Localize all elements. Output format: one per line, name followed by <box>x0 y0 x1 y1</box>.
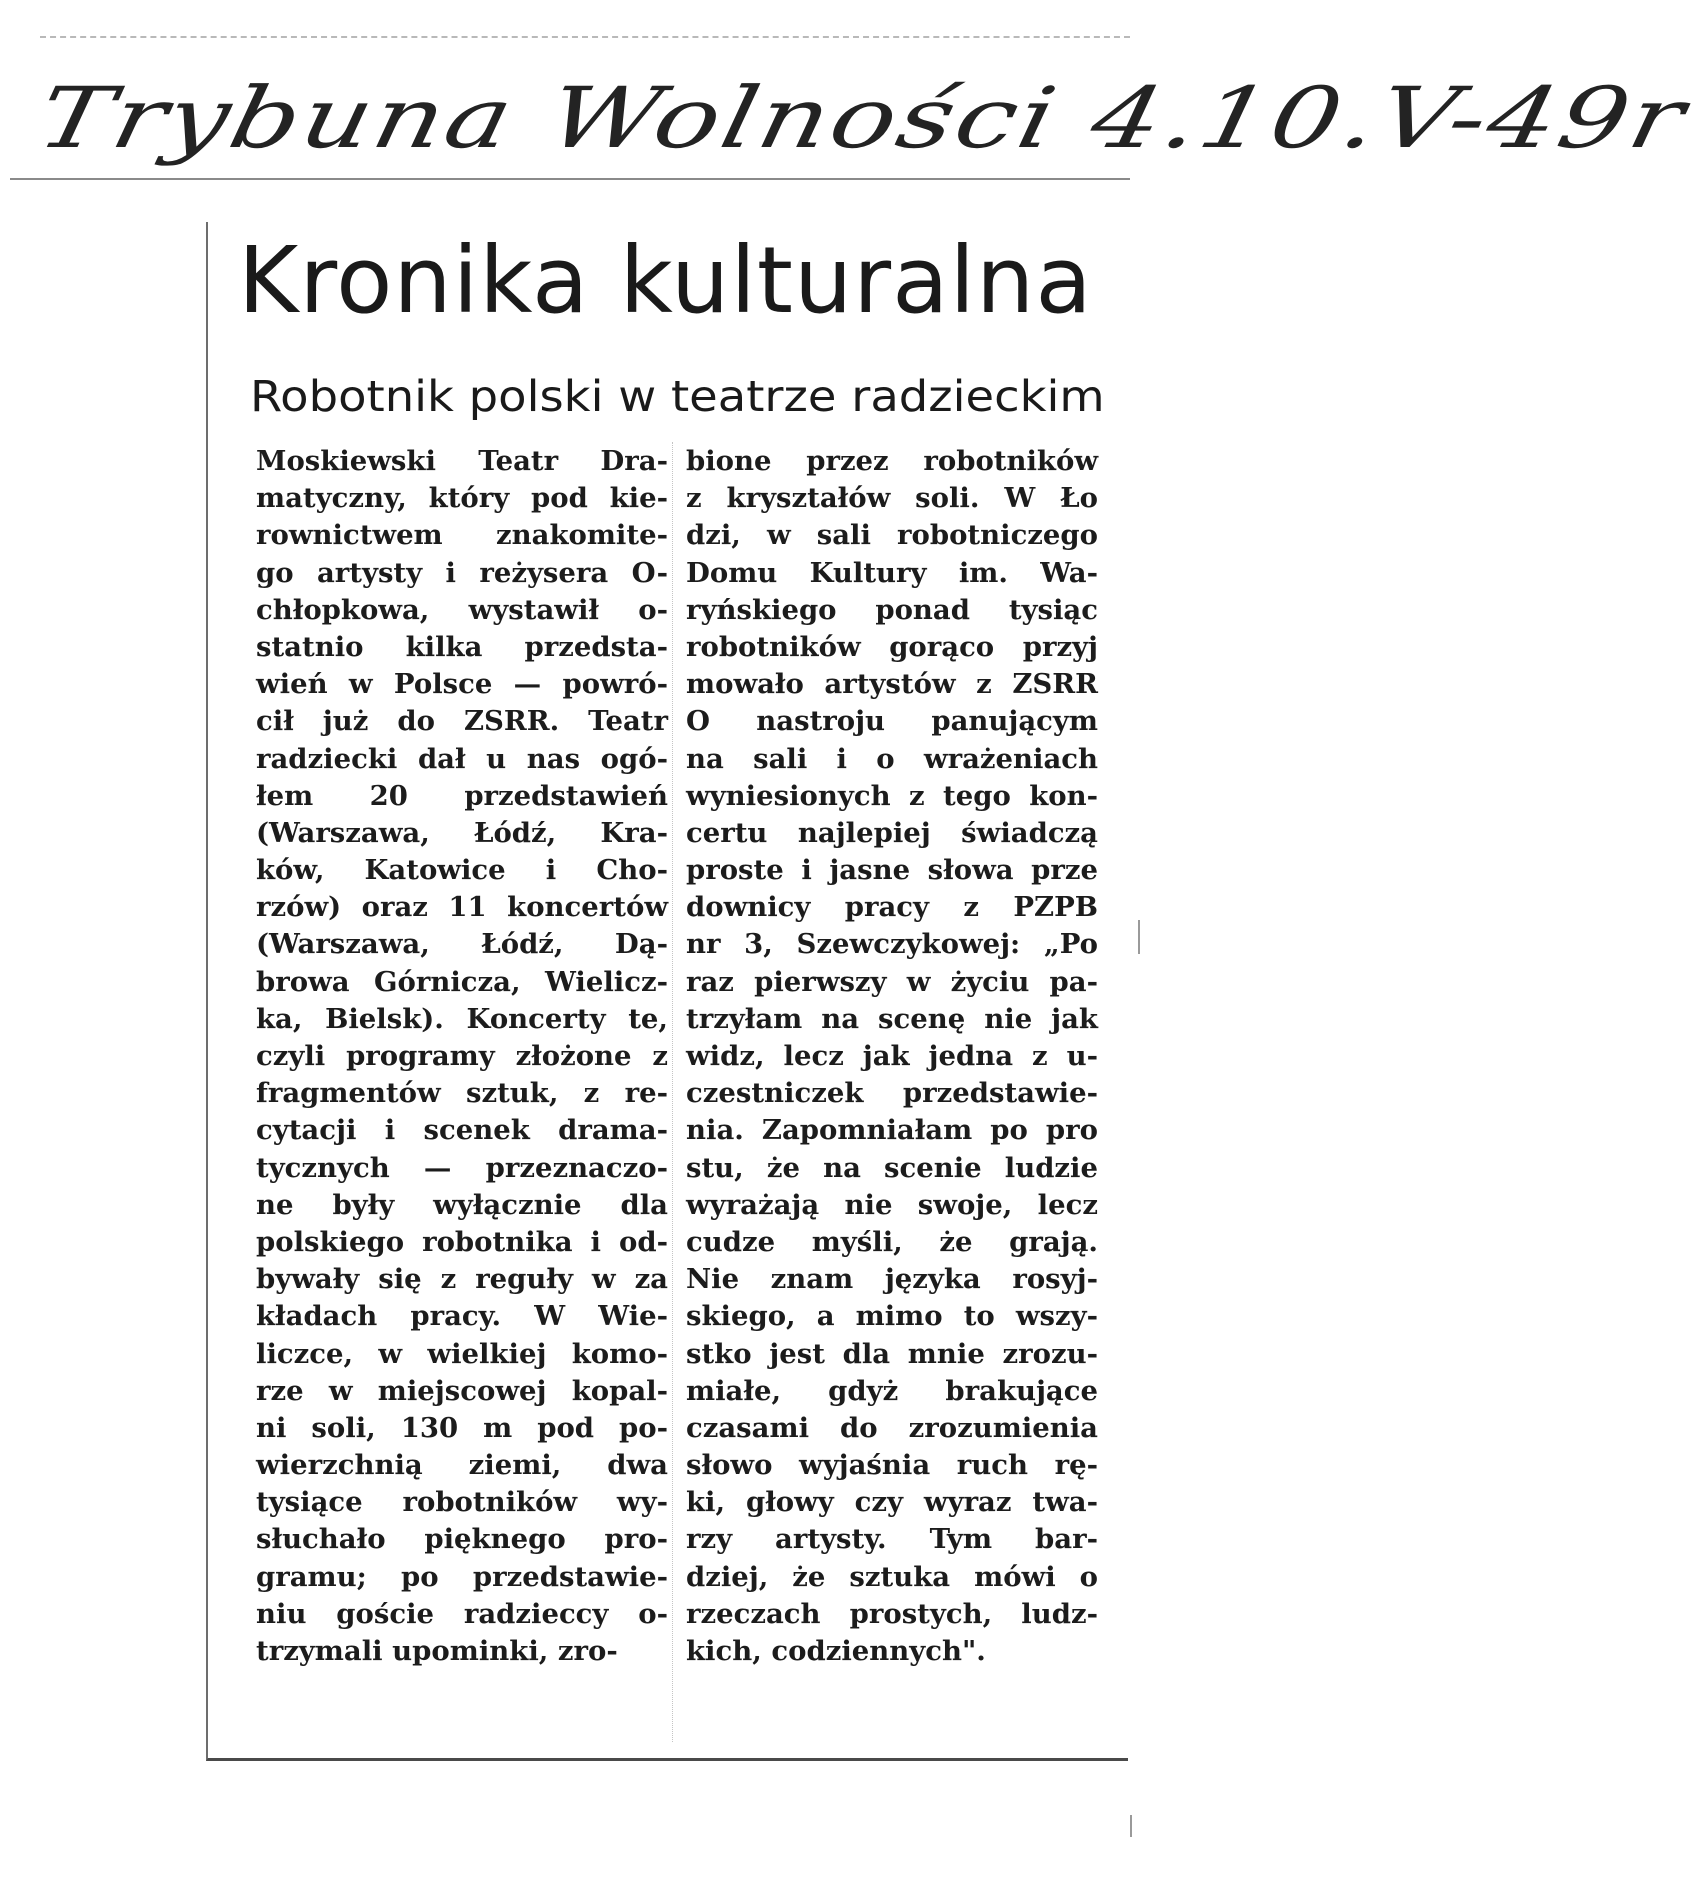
article-line: Moskiewski Teatr Dra- <box>256 445 668 477</box>
article-line: rzeczach prostych, ludz- <box>686 1597 1098 1630</box>
article-line: niu goście radzieccy o- <box>256 1597 668 1630</box>
article-line: ryńskiego ponad tysiąc <box>686 593 1098 626</box>
article-line: słowo wyjaśnia ruch rę- <box>686 1449 1098 1482</box>
article-line: wyniesionych z tego kon- <box>686 779 1098 812</box>
article-line: skiego, a mimo to wszy- <box>686 1300 1098 1333</box>
article-line: raz pierwszy w życiu pa- <box>686 965 1098 998</box>
scan-mark <box>1138 920 1140 954</box>
article-line: cytacji i scenek drama- <box>256 1114 668 1147</box>
article-line: mowało artystów z ZSRR <box>686 668 1098 701</box>
article-line: czestniczek przedstawie- <box>686 1077 1098 1110</box>
article-line: fragmentów sztuk, z re- <box>256 1077 668 1110</box>
article-line: browa Górnicza, Wielicz- <box>256 965 668 998</box>
article-line: ne były wyłącznie dla <box>256 1188 668 1221</box>
article-line: Domu Kultury im. Wa- <box>686 556 1098 589</box>
article-line: cił już do ZSRR. Teatr <box>256 705 668 738</box>
article-line: z kryształów soli. W Ło <box>686 482 1098 515</box>
article-line: gramu; po przedstawie- <box>256 1560 668 1593</box>
article-line: chłopkowa, wystawił o- <box>256 593 668 626</box>
article-line: trzymali upominki, zro- <box>256 1635 618 1667</box>
article-line: O nastroju panującym <box>686 705 1098 738</box>
article-line: downicy pracy z PZPB <box>686 891 1098 924</box>
article-line: rzy artysty. Tym bar- <box>686 1523 1098 1556</box>
article-line: ków, Katowice i Cho- <box>256 854 668 887</box>
article-line: nr 3, Szewczykowej: „Po <box>686 928 1098 961</box>
article-line: ki, głowy czy wyraz twa- <box>686 1486 1098 1519</box>
article-line: wień w Polsce — powró- <box>256 668 668 701</box>
article-line: stu, że na scenie ludzie <box>686 1151 1098 1184</box>
headline: Kronika kulturalna <box>238 227 1093 334</box>
column-divider <box>672 442 673 1742</box>
article-line: statnio kilka przedsta- <box>256 630 668 663</box>
article-line: tysiące robotników wy- <box>256 1486 668 1519</box>
article-line: wierzchnią ziemi, dwa <box>256 1449 668 1482</box>
article-line: robotników gorąco przyj <box>686 630 1098 663</box>
article-line: słuchało pięknego pro- <box>256 1523 668 1556</box>
article-line: kładach pracy. W Wie- <box>256 1300 668 1333</box>
article-line: (Warszawa, Łódź, Dą- <box>256 928 668 961</box>
article-line: liczce, w wielkiej komo- <box>256 1337 668 1370</box>
article-column-left <box>256 443 668 1743</box>
article-line: radziecki dał u nas ogó- <box>256 742 668 775</box>
article-line: widz, lecz jak jedna z u- <box>686 1040 1098 1072</box>
article-line: czyli programy złożone z <box>256 1040 668 1072</box>
article-line: rownictwem znakomite- <box>256 519 668 552</box>
article-line: łem 20 przedstawień <box>256 779 668 812</box>
article-line: rzów) oraz 11 koncertów <box>256 891 668 924</box>
article-line: go artysty i reżysera O- <box>256 556 668 589</box>
article-line: bywały się z reguły w za <box>256 1263 668 1296</box>
article-line: miałe, gdyż brakujące <box>686 1374 1098 1407</box>
top-scan-edge <box>40 36 1130 38</box>
article-line: czasami do zrozumienia <box>686 1411 1098 1444</box>
subheadline: Robotnik polski w teatrze radzieckim <box>250 372 1105 422</box>
article-line: cudze myśli, że grają. <box>686 1225 1098 1258</box>
article-line: matyczny, który pod kie- <box>256 482 668 515</box>
article-column-right <box>686 443 1098 1743</box>
article-line: proste i jasne słowa prze <box>686 854 1098 887</box>
article-line: na sali i o wrażeniach <box>686 742 1098 775</box>
article-line: stko jest dla mnie zrozu- <box>686 1337 1098 1370</box>
article-line: wyrażają nie swoje, lecz <box>686 1188 1098 1221</box>
article-line: tycznych — przeznaczo- <box>256 1151 668 1184</box>
article-line: bione przez robotników <box>686 445 1098 477</box>
article-line: nia. Zapomniałam po pro <box>686 1114 1098 1147</box>
article-line: kich, codziennych". <box>686 1635 986 1667</box>
handwritten-underline <box>10 178 1130 180</box>
article-line: ka, Bielsk). Koncerty te, <box>256 1002 668 1035</box>
article-line: dziej, że sztuka mówi o <box>686 1560 1098 1593</box>
article-line: rze w miejscowej kopal- <box>256 1374 668 1407</box>
article-line: (Warszawa, Łódź, Kra- <box>256 816 668 849</box>
handwritten-source-note: Trybuna Wolności 4.10.V-49r <box>29 69 1696 167</box>
scan-mark <box>1130 1815 1132 1837</box>
article-line: trzyłam na scenę nie jak <box>686 1002 1098 1035</box>
article-line: certu najlepiej świadczą <box>686 816 1098 849</box>
article-line: Nie znam języka rosyj- <box>686 1263 1098 1296</box>
article-line: dzi, w sali robotniczego <box>686 519 1098 552</box>
article-line: polskiego robotnika i od- <box>256 1225 668 1258</box>
article-line: ni soli, 130 m pod po- <box>256 1411 668 1444</box>
